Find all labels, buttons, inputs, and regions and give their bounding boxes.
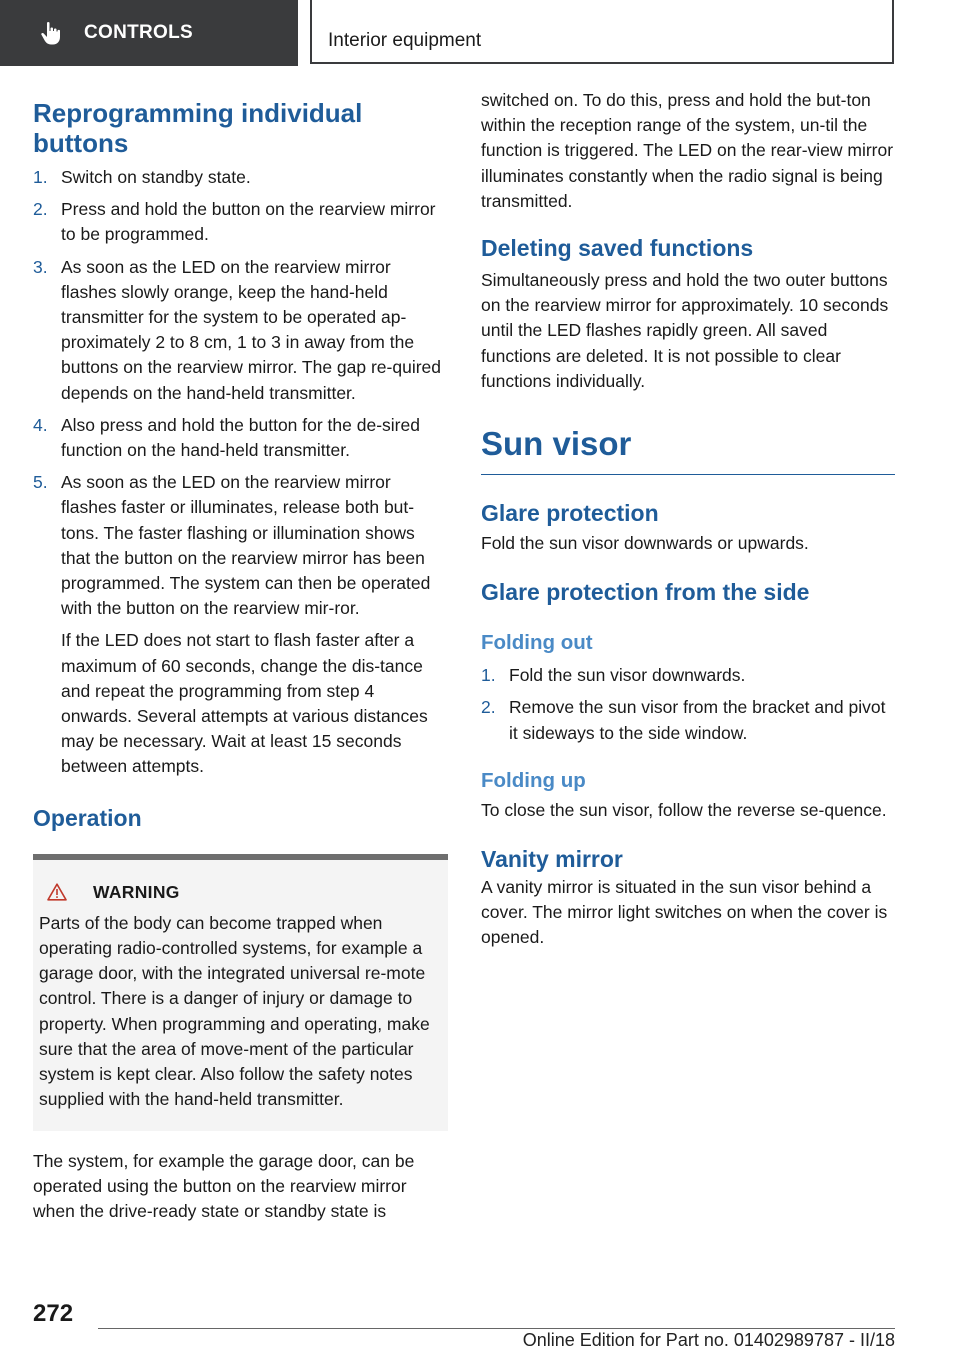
left-column — [33, 98, 448, 1224]
list-item — [33, 255, 448, 406]
edition-note: Online Edition for Part no. 01402989787 - II/18 — [522, 1330, 895, 1350]
continuation-text: switched on. To do this, press and hold the but‐ton within the reception range of the system, un‐til the function is triggered. The LED on the rear‐view mirror illuminates constantly when the radio signal is being transmitted. — [481, 90, 894, 211]
folding-out-steps — [481, 663, 895, 746]
step-number: 2. — [33, 199, 48, 220]
hand-pointer-icon — [38, 20, 64, 46]
section-tab — [310, 0, 894, 64]
deleting-heading: Deleting saved functions — [481, 235, 754, 262]
page-number: 272 — [33, 1300, 74, 1327]
sun-visor-heading: Sun visor — [481, 424, 895, 475]
list-item — [33, 470, 448, 779]
operation-text: The system, for example the garage door, can be operated using the button on the rearview mirror when the drive-ready state or standby state is — [33, 1150, 415, 1221]
step-number: 2. — [481, 697, 496, 718]
glare-protection-heading: Glare protection — [481, 500, 659, 527]
step-text: As soon as the LED on the rearview mirror flashes faster or illuminates, release both but‐tons. The faster flashing or illumination shows that the button on the rearview mirror has been programmed. The system can then be operated with the button on the rearview mir‐ror. — [61, 472, 431, 619]
step-number: 4. — [33, 414, 48, 435]
step-text: Also press and hold the button for the de‐sired function on the hand-held transmitter. — [61, 414, 420, 461]
operation-heading: Operation — [33, 804, 142, 831]
list-item — [481, 695, 895, 745]
deleting-text: Simultaneously press and hold the two outer buttons on the rearview mirror for approximately. 10 seconds until the LED flashes rapidly green. All saved functions are deleted. It is not possible to clear functions individually. — [481, 270, 889, 391]
reprogramming-heading: Reprogramming individual buttons — [33, 98, 363, 158]
warning-title: WARNING — [93, 881, 180, 902]
step-number: 1. — [33, 167, 48, 187]
list-item — [33, 197, 448, 247]
glare-side-heading: Glare protection from the side — [481, 579, 810, 606]
warning-box — [33, 854, 448, 1131]
warning-header — [47, 880, 440, 905]
step-note: If the LED does not start to flash faster after a maximum of 60 seconds, change the dis‐tance and repeat the programming from step 4 onwards. Several attempts at various distances may be necessary. Wait at least 15 seconds between attempts. — [61, 630, 428, 777]
step-text: Remove the sun visor from the bracket and pivot it sideways to the side window. — [509, 697, 886, 743]
step-text: Switch on standby state. — [61, 167, 251, 187]
right-column — [481, 90, 895, 951]
list-item — [33, 165, 448, 190]
vanity-mirror-text: A vanity mirror is situated in the sun visor behind a cover. The mirror light switches on when the cover is opened. — [481, 877, 888, 948]
folding-out-heading: Folding out — [481, 631, 593, 655]
chapter-tab[interactable] — [0, 0, 298, 66]
step-number: 3. — [33, 256, 48, 277]
footer-divider — [98, 1328, 895, 1329]
step-text: Press and hold the button on the rearview mirror to be programmed. — [61, 199, 436, 245]
glare-protection-text: Fold the sun visor downwards or upwards. — [481, 533, 809, 554]
section-label: Interior equipment — [328, 30, 482, 51]
warning-triangle-icon — [47, 883, 67, 901]
page-header — [0, 0, 960, 66]
chapter-label: CONTROLS — [84, 22, 194, 43]
folding-up-heading: Folding up — [481, 768, 586, 792]
step-text: As soon as the LED on the rearview mirror flashes slowly orange, keep the hand-held transmitter for the system to be operated ap‐proximately 2 to 8 cm, 1 to 3 in away from the buttons on the rearview mirror. The gap re‐quired depends on the hand-held transmitter. — [61, 256, 442, 403]
list-item — [481, 663, 895, 688]
step-text: Fold the sun visor downwards. — [509, 665, 746, 686]
reprogramming-steps — [33, 165, 448, 780]
vanity-mirror-heading: Vanity mirror — [481, 846, 623, 873]
warning-text: Parts of the body can become trapped when operating radio-controlled systems, for example a garage door, with the integrated universal re‐mote control. There is a danger of injury or damage to property. When programming and operating, make sure that the area of move‐ment of the particular system is kept clear. Also follow the safety notes supplied with the hand-held transmitter. — [39, 912, 430, 1110]
list-item — [33, 413, 448, 463]
step-number: 5. — [33, 472, 48, 493]
folding-up-text: To close the sun visor, follow the reverse se‐quence. — [481, 799, 887, 820]
step-number: 1. — [481, 665, 496, 686]
